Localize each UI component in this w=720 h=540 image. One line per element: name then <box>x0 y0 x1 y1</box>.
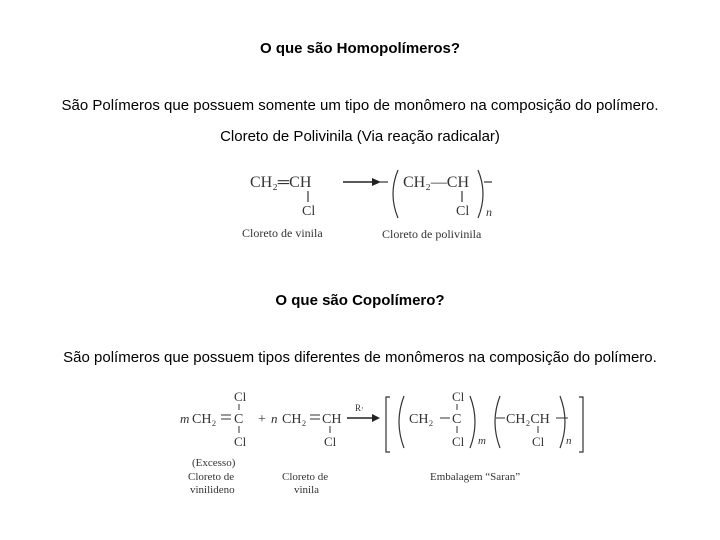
inner-left-paren-1 <box>399 396 404 448</box>
product-c: C <box>452 412 462 427</box>
homopolymer-title: O que são Homopolímeros? <box>259 40 461 57</box>
coefficient-n: n <box>271 411 278 426</box>
caption-vinyl-line2: vinila <box>294 484 320 496</box>
monomer1-c: C <box>234 412 244 427</box>
catalyst-label: R· <box>355 403 364 413</box>
monomer2-ch: CH <box>322 412 342 427</box>
monomer1-cl-top: Cl <box>234 389 247 404</box>
homopolymer-definition: São Polímeros que possuem somente um tipo de monômero na composição do polímero. <box>61 97 659 114</box>
caption-vinylidene-line2: vinilideno <box>190 484 235 496</box>
subscript-n-copolymer: n <box>566 435 572 447</box>
product-ch2ch: CH₂CH <box>506 412 550 427</box>
inner-right-paren-1 <box>470 396 475 448</box>
plus-sign: + <box>258 412 266 427</box>
copolymer-title: O que são Copolímero? <box>275 292 445 309</box>
product-ch2: CH₂ <box>409 412 434 427</box>
subscript-m: m <box>478 435 486 447</box>
caption-vinyl-line1: Cloreto de <box>282 471 329 483</box>
vinyl-chloride-cl: Cl <box>302 204 316 219</box>
caption-pvc: Cloreto de polivinila <box>382 227 482 241</box>
caption-vinylidene-line1: Cloreto de <box>188 471 235 483</box>
monomer2-ch2: CH₂ <box>282 412 307 427</box>
caption-excess: (Excesso) <box>192 457 236 469</box>
inner-left-paren-2 <box>495 396 500 448</box>
copolymer-arrow-head <box>372 414 380 422</box>
monomer2-cl: Cl <box>324 434 337 449</box>
outer-left-bracket <box>386 397 390 452</box>
copolymer-definition: São polímeros que possuem tipos diferentes de monômeros na composição do polímero. <box>63 349 657 366</box>
subscript-n: n <box>486 205 492 219</box>
monomer1-ch2: CH₂ <box>192 412 217 427</box>
pvc-formula: CH₂—CH <box>403 174 470 191</box>
caption-vinyl-chloride: Cloreto de vinila <box>242 226 323 240</box>
product-cl-top: Cl <box>452 389 465 404</box>
pvc-cl: Cl <box>456 204 470 219</box>
inner-right-paren-2 <box>560 396 565 448</box>
vinyl-chloride-formula: CH₂═CH <box>250 174 312 191</box>
caption-saran: Embalagem “Saran” <box>430 471 521 483</box>
pvc-example-title: Cloreto de Polivinila (Via reação radicalar) <box>220 128 500 145</box>
product-cl-chain: Cl <box>532 434 545 449</box>
product-cl-bottom: Cl <box>452 434 465 449</box>
coefficient-m: m <box>180 411 190 426</box>
monomer1-cl-bottom: Cl <box>234 434 247 449</box>
outer-right-bracket <box>579 397 583 452</box>
